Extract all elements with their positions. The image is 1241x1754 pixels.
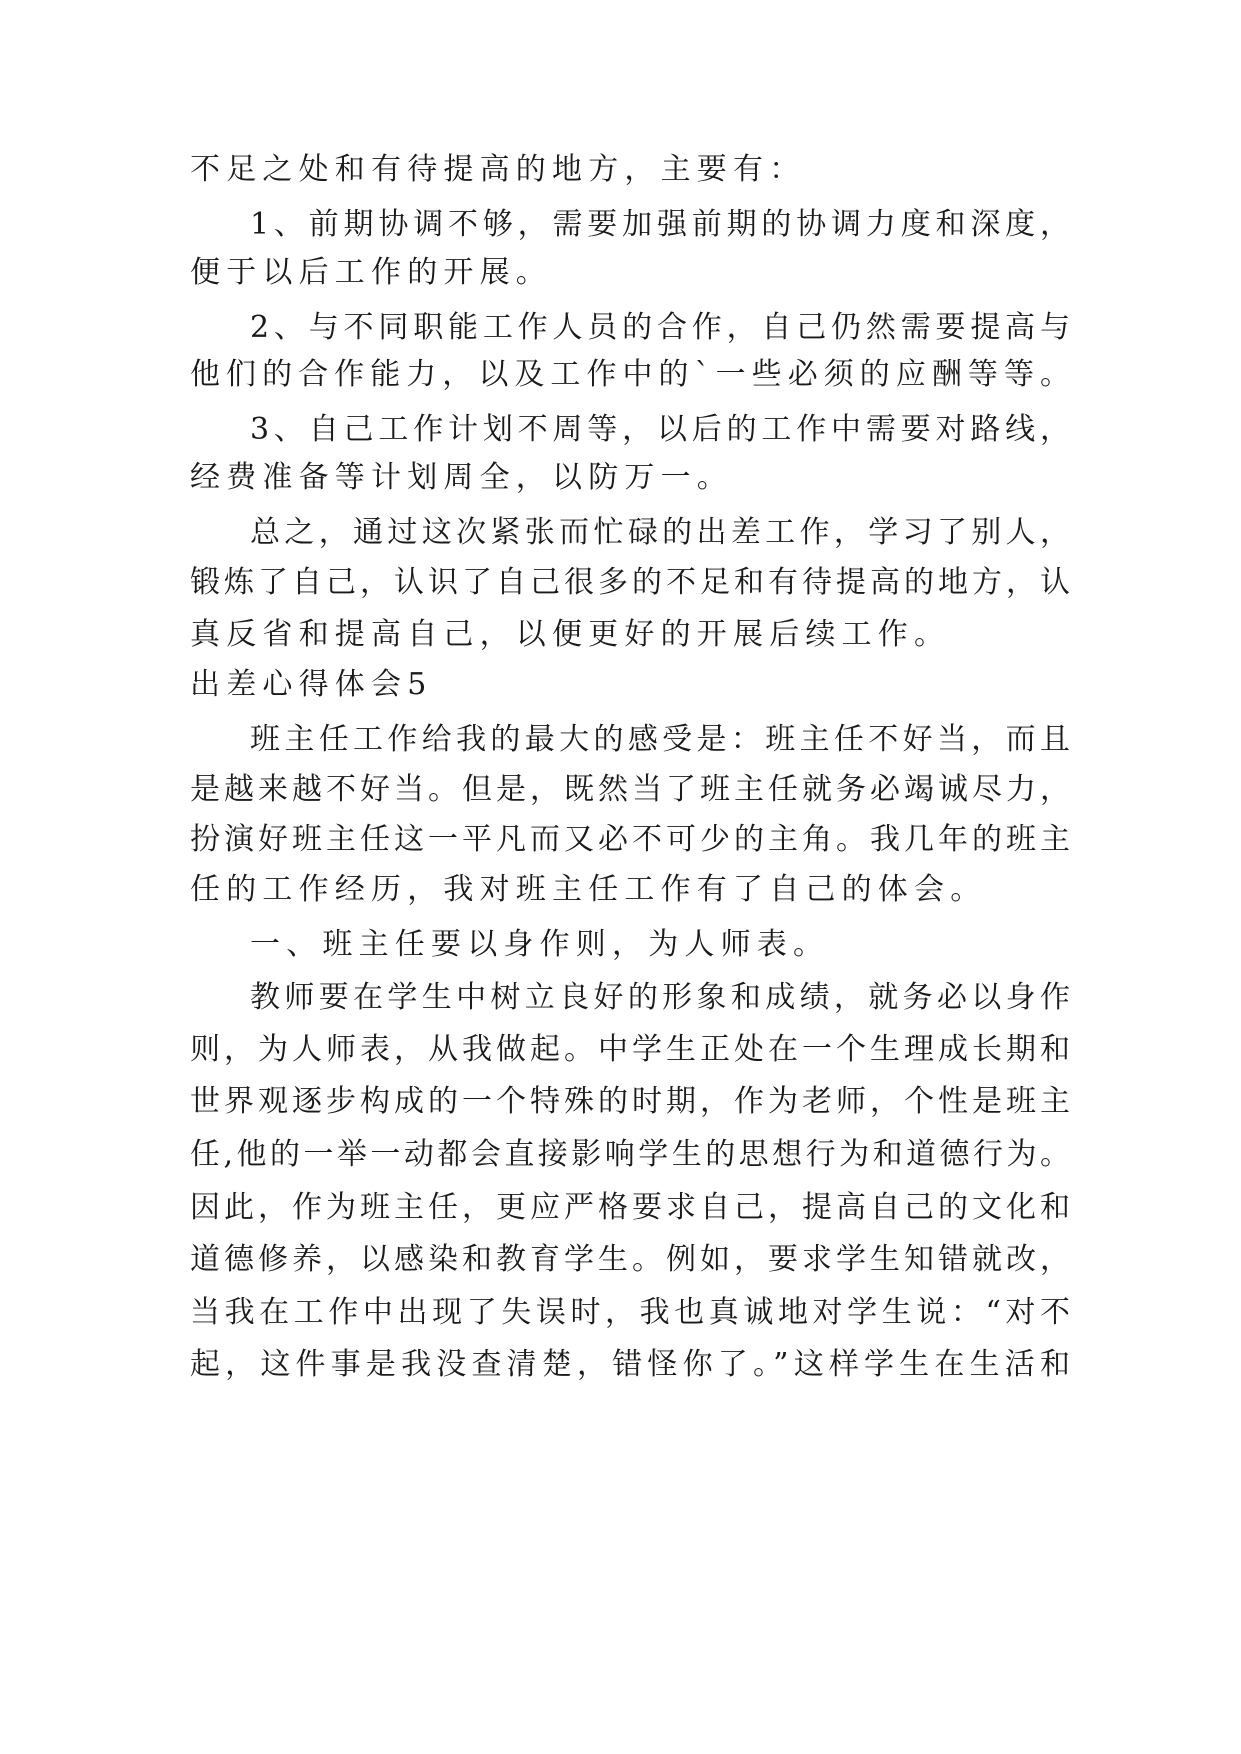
text-line: 当我在工作中出现了失误时，我也真诚地对学生说：“对不 [190, 1295, 1070, 1330]
text-line: 不足之处和有待提高的地方，主要有： [190, 152, 806, 187]
text-line: 则，为人师表，从我做起。中学生正处在一个生理成长期和 [190, 1032, 1070, 1067]
text-line: 他们的合作能力，以及工作中的`一些必须的应酬等等。 [190, 357, 1070, 392]
text-line: 任的工作经历，我对班主任工作有了自己的体会。 [190, 872, 987, 907]
text-line: 因此，作为班主任，更应严格要求自己，提高自己的文化和 [190, 1190, 1070, 1225]
text-line: 2、与不同职能工作人员的合作，自己仍然需要提高与 [250, 310, 1070, 345]
text-line: 道德修养，以感染和教育学生。例如，要求学生知错就改， [190, 1242, 1070, 1277]
text-line: 经费准备等计划周全，以防万一。 [190, 460, 733, 495]
text-line: 班主任工作给我的最大的感受是：班主任不好当，而且 [250, 722, 1070, 757]
text-line: 总之，通过这次紧张而忙碌的出差工作，学习了别人， [250, 515, 1070, 550]
text-line: 一、班主任要以身作则，为人师表。 [250, 927, 830, 962]
section-heading: 出差心得体会5 [190, 667, 433, 702]
text-line: 3、自己工作计划不周等，以后的工作中需要对路线， [250, 412, 1070, 447]
text-line: 便于以后工作的开展。 [190, 255, 552, 290]
text-line: 1、前期协调不够，需要加强前期的协调力度和深度， [250, 207, 1070, 242]
text-line: 任,他的一举一动都会直接影响学生的思想行为和道德行为。 [190, 1137, 1070, 1172]
text-line: 教师要在学生中树立良好的形象和成绩，就务必以身作 [250, 980, 1070, 1015]
text-line: 是越来越不好当。但是，既然当了班主任就务必竭诚尽力， [190, 772, 1070, 807]
text-line: 真反省和提高自己，以便更好的开展后续工作。 [190, 617, 951, 652]
text-line: 世界观逐步构成的一个特殊的时期，作为老师，个性是班主 [190, 1084, 1070, 1119]
text-line: 起，这件事是我没查清楚，错怪你了。”这样学生在生活和 [190, 1347, 1070, 1382]
text-line: 锻炼了自己，认识了自己很多的不足和有待提高的地方，认 [190, 565, 1070, 600]
text-line: 扮演好班主任这一平凡而又必不可少的主角。我几年的班主 [190, 822, 1070, 857]
